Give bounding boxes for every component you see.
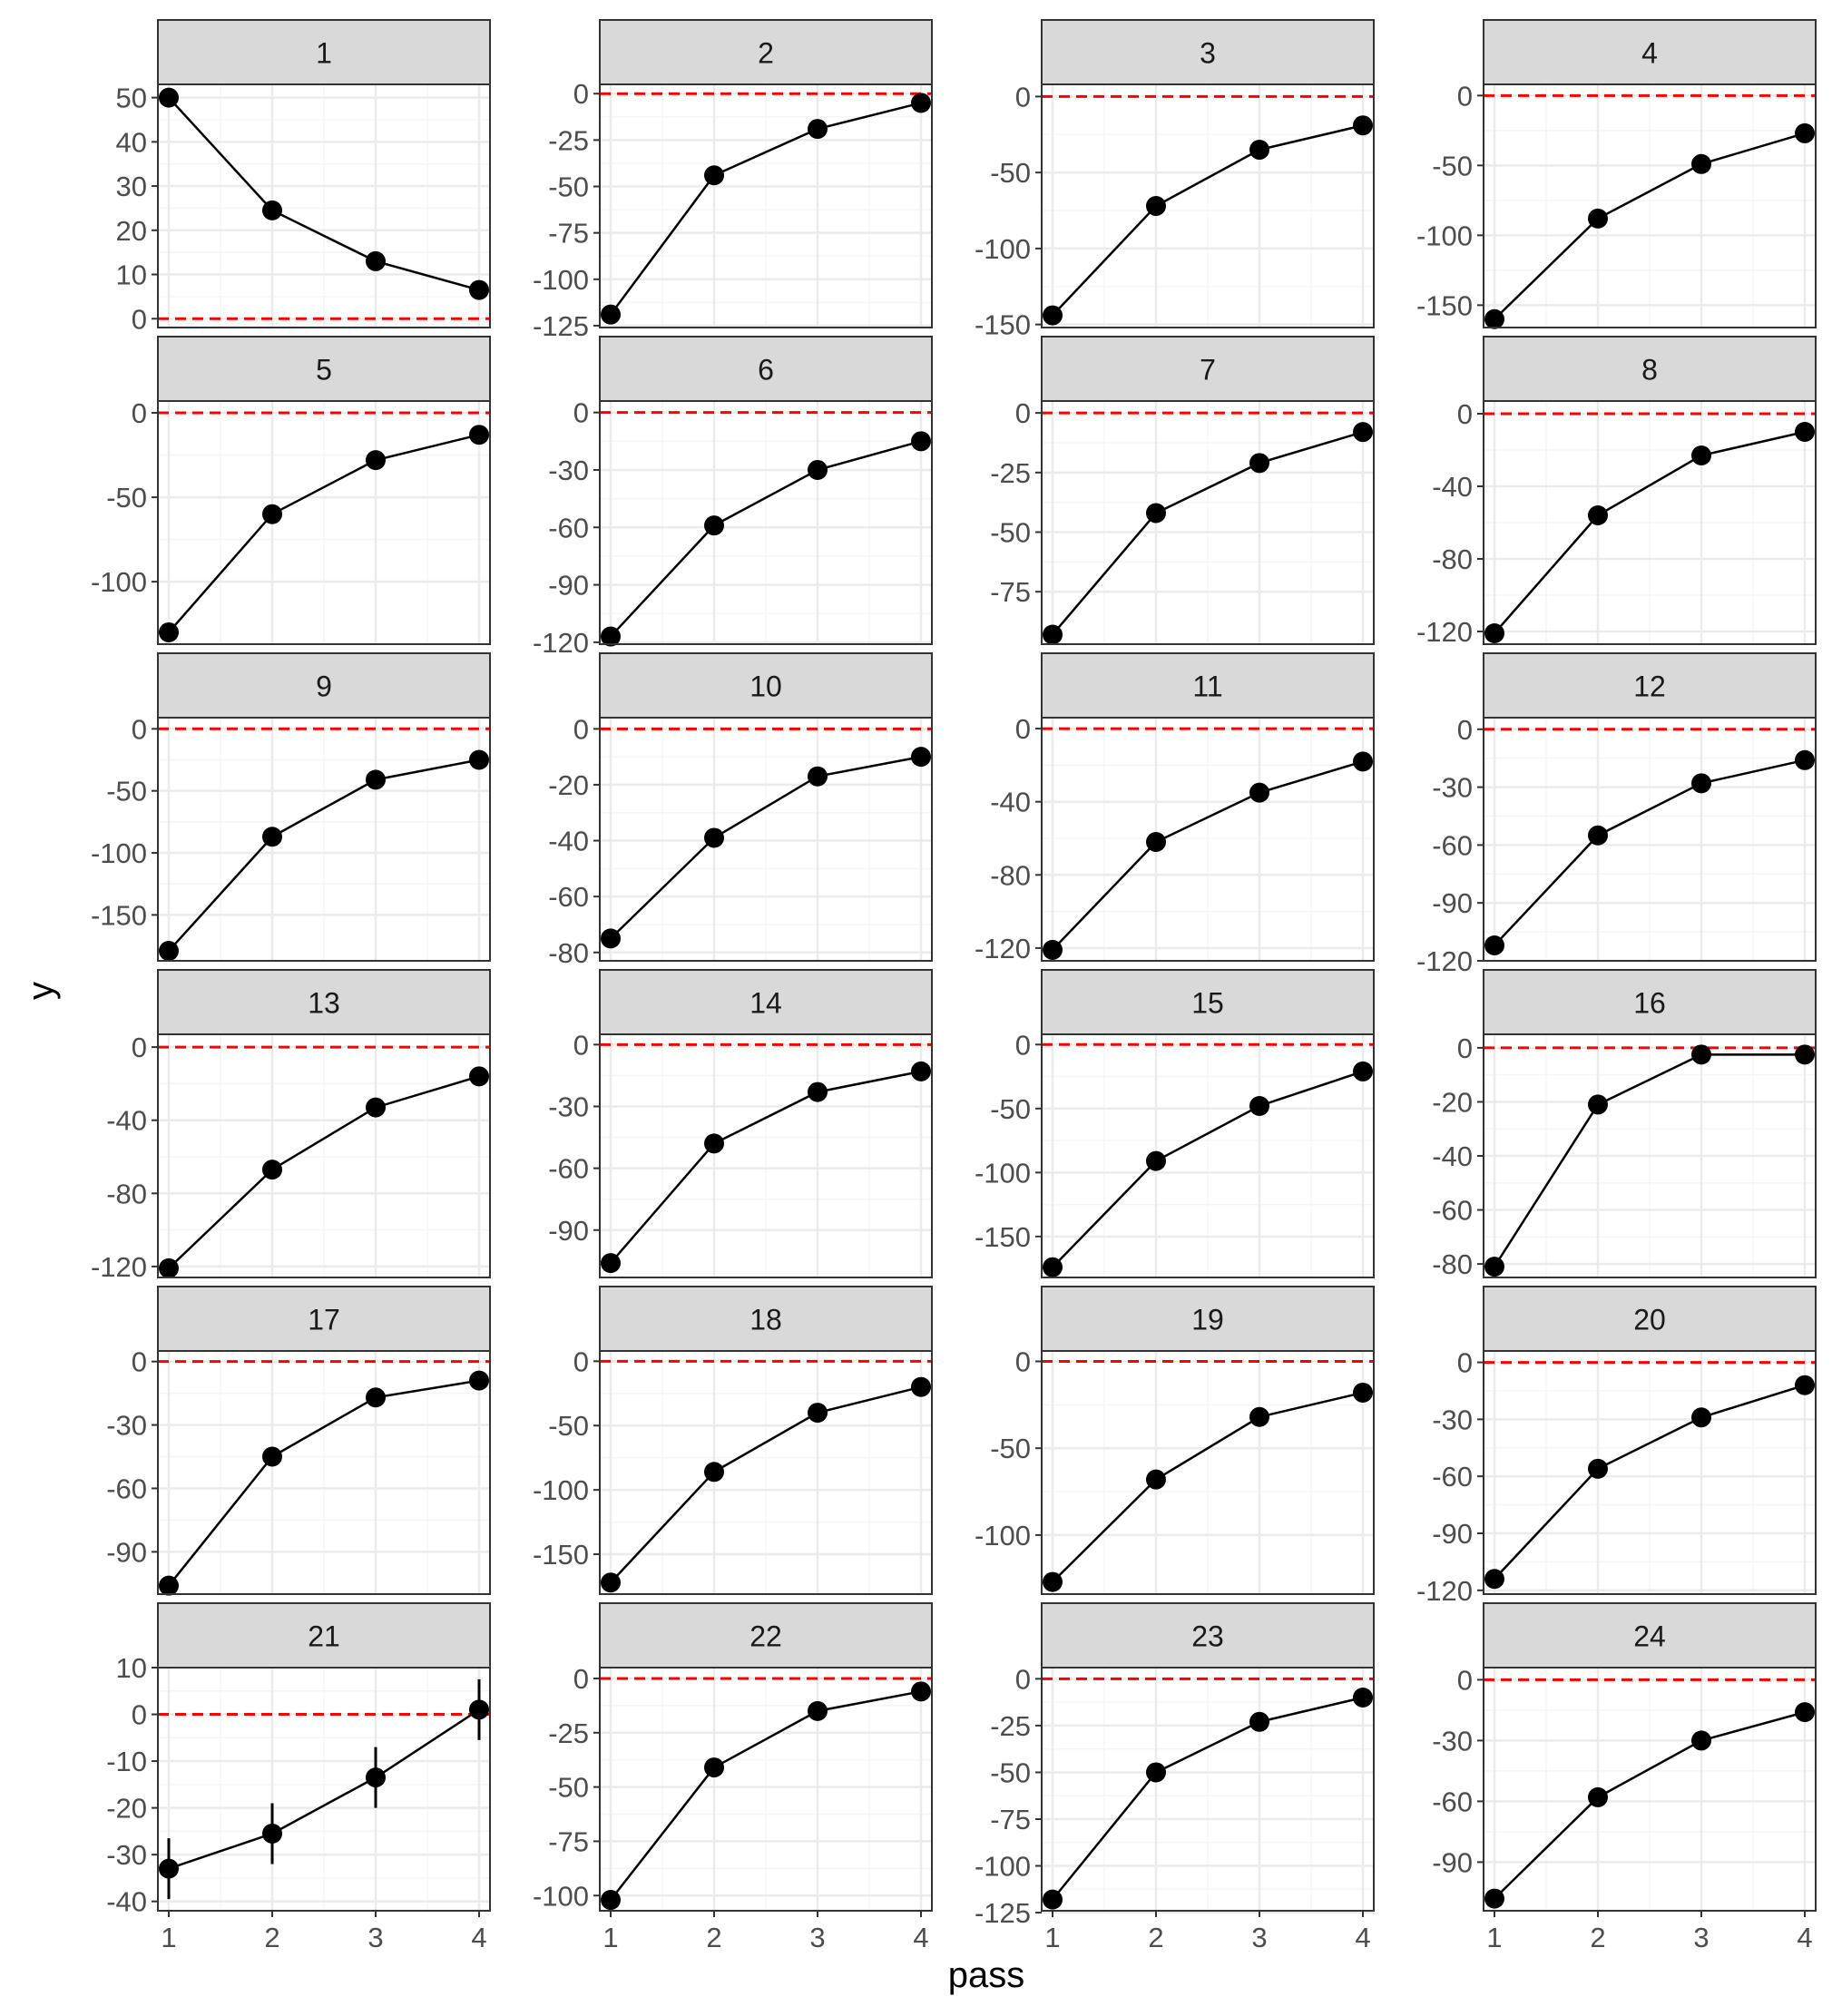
data-point xyxy=(366,1098,386,1118)
facet-panel-10 xyxy=(548,653,932,969)
data-point xyxy=(808,767,828,787)
y-tick-label: -40 xyxy=(106,1104,147,1137)
y-tick-label: -30 xyxy=(1432,1725,1473,1757)
data-point xyxy=(601,1890,621,1910)
y-tick-label: -80 xyxy=(106,1178,147,1210)
y-tick-label: -30 xyxy=(106,1409,147,1442)
y-tick-label: -50 xyxy=(990,1757,1031,1789)
data-point xyxy=(601,1572,621,1592)
data-point xyxy=(262,504,282,524)
y-tick-label: -40 xyxy=(990,786,1031,818)
data-point xyxy=(262,1824,282,1844)
y-tick-label: -20 xyxy=(1432,1086,1473,1119)
data-point xyxy=(469,425,489,445)
data-point xyxy=(159,622,179,642)
facet-panel-7 xyxy=(990,337,1374,644)
x-tick-label: 1 xyxy=(161,1922,177,1953)
y-tick-label: -90 xyxy=(1432,1518,1473,1550)
data-point xyxy=(1043,306,1063,326)
data-point xyxy=(1146,196,1166,216)
y-tick-label: 0 xyxy=(573,396,589,429)
data-point xyxy=(911,1377,931,1397)
data-point xyxy=(704,515,724,535)
x-tick-label: 4 xyxy=(471,1922,487,1953)
y-tick-label: -120 xyxy=(974,932,1031,964)
x-tick-label: 4 xyxy=(1355,1922,1371,1953)
facet-strip-label: 21 xyxy=(308,1620,340,1653)
y-tick-label: -40 xyxy=(1432,1140,1473,1172)
y-tick-label: -25 xyxy=(990,1709,1031,1742)
y-tick-label: -150 xyxy=(1416,289,1473,322)
data-point xyxy=(469,1371,489,1391)
y-tick-label: 40 xyxy=(115,126,147,159)
y-tick-label: -75 xyxy=(548,217,589,250)
y-tick-label: -75 xyxy=(990,576,1031,609)
y-tick-label: -100 xyxy=(974,1157,1031,1189)
data-point xyxy=(1249,1407,1269,1427)
facet-strip-label: 13 xyxy=(308,986,340,1020)
data-point xyxy=(911,431,931,451)
data-point xyxy=(911,1681,931,1701)
facet-strip-label: 19 xyxy=(1191,1303,1224,1336)
y-tick-label: -150 xyxy=(90,899,147,932)
y-tick-label: -60 xyxy=(548,1152,589,1185)
x-tick-label: 2 xyxy=(1148,1922,1164,1953)
y-tick-label: -60 xyxy=(1432,1461,1473,1493)
facet-strip-label: 24 xyxy=(1633,1620,1666,1653)
y-tick-label: -100 xyxy=(90,566,147,599)
data-point xyxy=(601,928,621,948)
y-tick-label: -30 xyxy=(1432,771,1473,804)
data-point xyxy=(1043,624,1063,644)
data-point xyxy=(1043,1572,1063,1592)
data-point xyxy=(1795,750,1815,770)
data-point xyxy=(1484,935,1504,955)
y-tick-label: -150 xyxy=(974,1220,1031,1253)
facet-panel-17 xyxy=(106,1287,490,1596)
data-point xyxy=(159,1258,179,1278)
facet-strip-label: 8 xyxy=(1641,353,1658,387)
x-tick-label: 1 xyxy=(1044,1922,1061,1953)
data-point xyxy=(366,450,386,470)
data-point xyxy=(469,1699,489,1719)
y-tick-label: -120 xyxy=(1416,945,1473,977)
data-point xyxy=(1146,1151,1166,1171)
data-point xyxy=(808,1082,828,1102)
data-point xyxy=(366,251,386,271)
facet-strip-label: 18 xyxy=(749,1303,782,1336)
data-point xyxy=(1146,1762,1166,1782)
data-point xyxy=(1588,209,1608,229)
y-tick-label: -30 xyxy=(548,454,589,486)
y-tick-label: 0 xyxy=(1456,713,1473,746)
facet-strip-label: 6 xyxy=(758,353,774,387)
facet-strip-label: 17 xyxy=(308,1303,340,1336)
data-point xyxy=(1484,1569,1504,1589)
y-tick-label: 0 xyxy=(1014,397,1031,430)
data-point xyxy=(1353,1383,1373,1403)
data-point xyxy=(366,1387,386,1407)
facet-strip-label: 23 xyxy=(1191,1620,1224,1653)
data-point xyxy=(469,1066,489,1086)
y-tick-label: 0 xyxy=(131,1698,147,1731)
y-tick-label: -100 xyxy=(532,1474,589,1507)
y-tick-label: -60 xyxy=(548,881,589,914)
y-tick-label: 0 xyxy=(573,78,589,111)
data-point xyxy=(1043,1258,1063,1277)
y-tick-label: -20 xyxy=(106,1792,147,1825)
data-point xyxy=(1795,422,1815,442)
data-point xyxy=(704,1462,724,1482)
data-point xyxy=(1249,453,1269,473)
facet-panel-14 xyxy=(548,970,932,1277)
y-tick-label: -90 xyxy=(548,1214,589,1247)
facet-strip-label: 20 xyxy=(1633,1303,1666,1336)
data-point xyxy=(1249,140,1269,160)
data-point xyxy=(262,1160,282,1179)
facet-strip-label: 2 xyxy=(758,36,774,70)
y-tick-label: -90 xyxy=(106,1536,147,1569)
y-tick-label: -75 xyxy=(990,1803,1031,1835)
y-tick-label: -50 xyxy=(990,516,1031,549)
facet-strip-label: 5 xyxy=(316,353,332,387)
y-tick-label: -60 xyxy=(548,512,589,544)
facet-strip-label: 4 xyxy=(1641,36,1658,70)
data-point xyxy=(1795,123,1815,143)
y-tick-label: -50 xyxy=(990,1092,1031,1125)
data-point xyxy=(808,119,828,139)
y-tick-label: -120 xyxy=(1416,1574,1473,1607)
y-tick-label: -50 xyxy=(106,775,147,807)
y-tick-label: 30 xyxy=(115,171,147,203)
facet-strip-label: 10 xyxy=(749,670,782,703)
data-point xyxy=(1795,1702,1815,1722)
y-tick-label: -40 xyxy=(548,825,589,857)
y-tick-label: 0 xyxy=(1014,1029,1031,1062)
x-tick-label: 1 xyxy=(603,1922,619,1953)
data-point xyxy=(159,1576,179,1596)
facet-strip-label: 14 xyxy=(749,986,782,1020)
y-tick-label: -90 xyxy=(548,569,589,602)
x-tick-label: 4 xyxy=(913,1922,929,1953)
y-tick-label: -100 xyxy=(974,232,1031,265)
y-tick-label: 0 xyxy=(1014,713,1031,746)
data-point xyxy=(1691,1407,1711,1427)
y-tick-label: 0 xyxy=(131,713,147,746)
x-tick-label: 4 xyxy=(1797,1922,1813,1953)
y-tick-label: -75 xyxy=(548,1825,589,1858)
data-point xyxy=(1588,1459,1608,1479)
y-tick-label: -50 xyxy=(548,1410,589,1443)
y-tick-label: -125 xyxy=(532,309,589,342)
y-tick-label: -120 xyxy=(532,626,589,659)
data-point xyxy=(366,1767,386,1787)
y-tick-label: -120 xyxy=(1416,616,1473,648)
data-point xyxy=(469,749,489,769)
y-tick-label: 0 xyxy=(573,1662,589,1695)
y-tick-label: -40 xyxy=(106,1885,147,1918)
y-tick-label: -30 xyxy=(1432,1404,1473,1436)
data-point xyxy=(1353,751,1373,771)
data-point xyxy=(704,1133,724,1153)
x-tick-label: 2 xyxy=(1590,1922,1606,1953)
facet-panel-1 xyxy=(116,20,490,335)
y-tick-label: -90 xyxy=(1432,1846,1473,1879)
data-point xyxy=(262,827,282,847)
y-tick-label: -100 xyxy=(974,1519,1031,1551)
data-point xyxy=(1043,1890,1063,1910)
y-tick-label: -60 xyxy=(106,1473,147,1505)
y-tick-label: -60 xyxy=(1432,829,1473,862)
x-tick-label: 3 xyxy=(809,1922,826,1953)
y-tick-label: -50 xyxy=(106,482,147,514)
data-point xyxy=(911,93,931,113)
y-tick-label: -50 xyxy=(1432,150,1473,182)
data-point xyxy=(601,1253,621,1273)
data-point xyxy=(1691,1044,1711,1064)
y-tick-label: 0 xyxy=(1456,1032,1473,1064)
y-tick-label: 0 xyxy=(573,1346,589,1378)
y-tick-label: 0 xyxy=(131,1346,147,1378)
facet-strip-label: 22 xyxy=(749,1620,782,1653)
y-tick-label: -10 xyxy=(106,1746,147,1778)
y-tick-label: -90 xyxy=(1432,887,1473,920)
data-point xyxy=(1146,503,1166,523)
facet-strip-label: 12 xyxy=(1633,670,1666,703)
y-tick-label: -120 xyxy=(90,1250,147,1283)
data-point xyxy=(808,1701,828,1721)
y-tick-label: -25 xyxy=(548,1717,589,1749)
y-tick-label: 0 xyxy=(1456,398,1473,430)
facet-strip-label: 3 xyxy=(1200,36,1216,70)
y-tick-label: -60 xyxy=(1432,1786,1473,1818)
x-tick-label: 3 xyxy=(367,1922,384,1953)
data-point xyxy=(704,827,724,847)
y-tick-label: -100 xyxy=(974,1850,1031,1883)
data-point xyxy=(1588,505,1608,525)
facet-strip-label: 7 xyxy=(1200,353,1216,387)
y-tick-label: -60 xyxy=(1432,1194,1473,1227)
facet-strip-label: 1 xyxy=(316,36,332,70)
data-point xyxy=(1146,832,1166,852)
data-point xyxy=(1249,1096,1269,1116)
data-point xyxy=(704,1757,724,1777)
y-tick-label: -100 xyxy=(1416,220,1473,252)
y-tick-label: -20 xyxy=(548,768,589,801)
facet-panel-16 xyxy=(1432,970,1816,1280)
data-point xyxy=(1691,154,1711,174)
y-tick-label: 0 xyxy=(1014,1663,1031,1696)
data-point xyxy=(911,747,931,767)
data-point xyxy=(1353,1688,1373,1708)
data-point xyxy=(262,1447,282,1467)
y-tick-label: -50 xyxy=(548,171,589,203)
facet-panel-21 xyxy=(106,1603,490,1953)
y-tick-label: -80 xyxy=(990,859,1031,892)
y-tick-label: -80 xyxy=(1432,543,1473,575)
y-axis-title: y xyxy=(21,982,61,1000)
y-tick-label: 0 xyxy=(1456,80,1473,113)
data-point xyxy=(1353,422,1373,442)
y-tick-label: -100 xyxy=(532,1880,589,1913)
x-tick-label: 3 xyxy=(1693,1922,1710,1953)
facet-panel-24 xyxy=(1432,1603,1816,1953)
y-tick-label: -150 xyxy=(532,1539,589,1571)
data-point xyxy=(704,165,724,185)
data-point xyxy=(469,280,489,300)
data-point xyxy=(1795,1375,1815,1395)
y-tick-label: 0 xyxy=(1456,1346,1473,1379)
y-tick-label: -40 xyxy=(1432,471,1473,503)
y-tick-label: -30 xyxy=(106,1839,147,1872)
y-tick-label: 0 xyxy=(1456,1664,1473,1697)
y-tick-label: -30 xyxy=(548,1091,589,1123)
data-point xyxy=(1484,1889,1504,1909)
data-point xyxy=(1249,783,1269,803)
data-point xyxy=(366,769,386,789)
y-tick-label: 20 xyxy=(115,214,147,247)
y-tick-label: -100 xyxy=(90,837,147,870)
y-tick-label: 0 xyxy=(1014,81,1031,113)
y-tick-label: 0 xyxy=(573,713,589,746)
y-tick-label: -150 xyxy=(974,308,1031,341)
y-tick-label: 50 xyxy=(115,82,147,114)
data-point xyxy=(1146,1470,1166,1490)
data-point xyxy=(1691,773,1711,793)
x-axis-title: pass xyxy=(947,1955,1025,1995)
data-point xyxy=(1795,1044,1815,1064)
data-point xyxy=(159,1859,179,1879)
y-tick-label: 0 xyxy=(573,1029,589,1062)
y-tick-label: -125 xyxy=(974,1897,1031,1930)
data-point xyxy=(1484,1257,1504,1277)
y-tick-label: -25 xyxy=(548,124,589,157)
data-point xyxy=(1353,115,1373,135)
data-point xyxy=(1484,309,1504,329)
y-tick-label: -80 xyxy=(548,936,589,969)
y-tick-label: 10 xyxy=(115,1652,147,1684)
data-point xyxy=(159,88,179,108)
y-tick-label: 0 xyxy=(131,397,147,430)
x-tick-label: 2 xyxy=(706,1922,722,1953)
y-tick-label: -25 xyxy=(990,456,1031,489)
data-point xyxy=(808,460,828,480)
data-point xyxy=(1484,623,1504,643)
facet-strip-label: 9 xyxy=(316,670,332,703)
data-point xyxy=(601,305,621,325)
y-tick-label: -100 xyxy=(532,263,589,296)
data-point xyxy=(1043,940,1063,960)
y-tick-label: 0 xyxy=(1014,1346,1031,1378)
data-point xyxy=(159,941,179,961)
y-tick-label: -50 xyxy=(990,1433,1031,1465)
data-point xyxy=(1249,1712,1269,1732)
y-tick-label: 10 xyxy=(115,259,147,291)
data-point xyxy=(262,201,282,220)
y-tick-label: 0 xyxy=(131,1032,147,1064)
data-point xyxy=(1353,1062,1373,1081)
data-point xyxy=(1691,445,1711,465)
x-tick-label: 1 xyxy=(1486,1922,1503,1953)
facet-strip-label: 16 xyxy=(1633,986,1666,1020)
y-tick-label: -50 xyxy=(990,157,1031,190)
facet-strip-label: 15 xyxy=(1191,986,1224,1020)
data-point xyxy=(1588,826,1608,846)
y-tick-label: -50 xyxy=(548,1771,589,1804)
x-tick-label: 2 xyxy=(264,1922,280,1953)
facet-strip-label: 11 xyxy=(1192,670,1223,703)
data-point xyxy=(1691,1730,1711,1750)
x-tick-label: 3 xyxy=(1251,1922,1268,1953)
data-point xyxy=(1588,1787,1608,1807)
y-tick-label: -80 xyxy=(1432,1248,1473,1281)
data-point xyxy=(808,1403,828,1423)
data-point xyxy=(911,1062,931,1081)
data-point xyxy=(1588,1094,1608,1114)
y-tick-label: 0 xyxy=(131,303,147,336)
